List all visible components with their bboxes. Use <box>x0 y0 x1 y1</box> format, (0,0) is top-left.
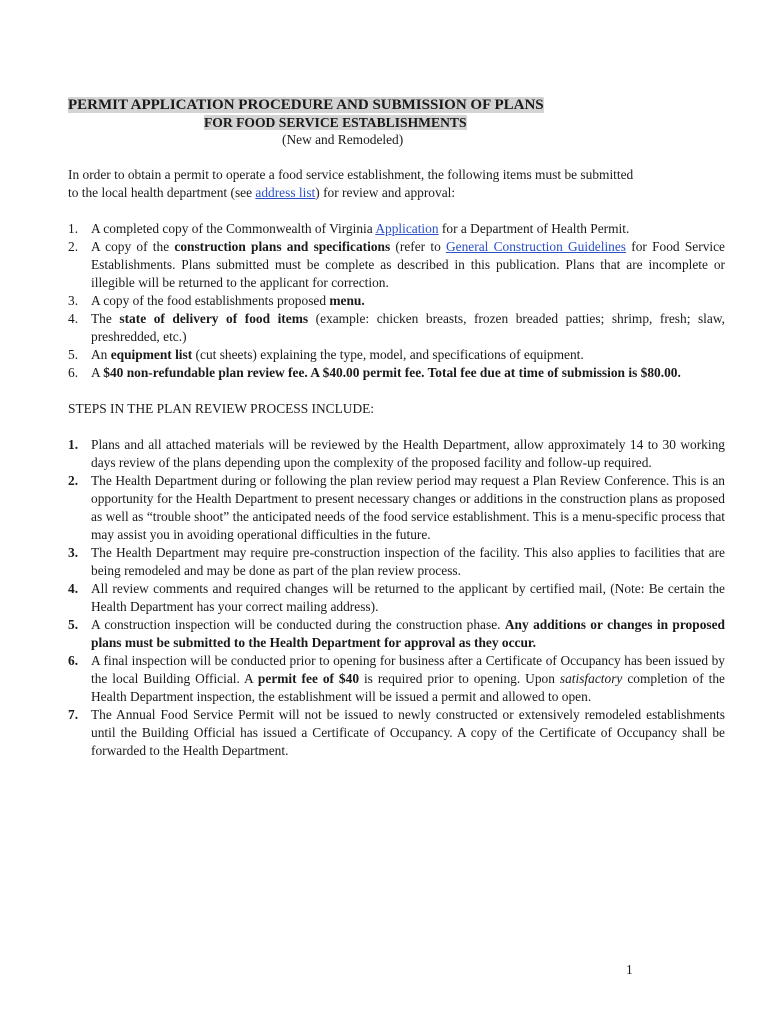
list-item: 2. The Health Department during or following the plan review period may request a Plan Review Conference. This is an opportunity for the Health Department to present necessary changes or additions in the construction plans as proposed as well as “trouble shoot” the anticipated needs of the food service establishment. This is a menu-specific process that may assist you in avoiding operational difficulties in the future. <box>68 473 725 542</box>
document-subtitle: FOR FOOD SERVICE ESTABLISHMENTS <box>204 115 467 130</box>
list-item: 4. The state of delivery of food items (example: chicken breasts, frozen breaded patties; shrimp, fresh; slaw, preshredded, etc.) <box>68 311 725 344</box>
intro-paragraph: In order to obtain a permit to operate a food service establishment, the following items must be submitted to the local health department (see address list) for review and approval: <box>68 167 634 200</box>
document-subnote: (New and Remodeled) <box>282 132 404 147</box>
list-item: 1. Plans and all attached materials will be reviewed by the Health Department, allow approximately 14 to 30 working days review of the plans depending upon the complexity of the proposed facility and follow-up required. <box>68 437 725 470</box>
steps-heading: STEPS IN THE PLAN REVIEW PROCESS INCLUDE: <box>68 401 375 416</box>
page-number: 1 <box>626 962 633 977</box>
document-page <box>68 96 725 760</box>
submission-items-list <box>68 220 725 382</box>
steps-list <box>68 436 725 760</box>
construction-guidelines-link[interactable]: General Construction Guidelines <box>446 239 627 254</box>
list-item: 3. A copy of the food establishments proposed menu. <box>68 293 365 308</box>
list-item: 5. A construction inspection will be conducted during the construction phase. Any additions or changes in proposed plans must be submitted to the Health Department for approval as they occur. <box>68 617 725 650</box>
list-item: 5. An equipment list (cut sheets) explaining the type, model, and specifications of equipment. <box>68 347 584 362</box>
list-item: 1. A completed copy of the Commonwealth of Virginia Application for a Department of Health Permit. <box>68 221 630 236</box>
list-item: 3. The Health Department may require pre-construction inspection of the facility. This also applies to facilities that are being remodeled and may be done as part of the plan review process. <box>68 545 725 578</box>
list-item: 4. All review comments and required changes will be returned to the applicant by certified mail, (Note: Be certain the Health Department has your correct mailing address). <box>68 581 725 614</box>
list-item: 2. A copy of the construction plans and specifications (refer to General Construction Guidelines for Food Service Establishments. Plans submitted must be complete as described in this publication. Plans that are incomplete or illegible will be returned to the applicant for correction. <box>68 239 725 290</box>
list-item: 6. A $40 non-refundable plan review fee. A $40.00 permit fee. Total fee due at time of submission is $80.00. <box>68 365 681 380</box>
document-title: PERMIT APPLICATION PROCEDURE AND SUBMISSION OF PLANS <box>68 97 544 113</box>
list-item: 6. A final inspection will be conducted prior to opening for business after a Certificate of Occupancy has been issued by the local Building Official. A permit fee of $40 is required prior to opening. Upon satisfactory completion of the Health Department inspection, the establishment will be issued a permit and allowed to open. <box>68 653 725 704</box>
list-item: 7. The Annual Food Service Permit will not be issued to newly constructed or extensively remodeled establishments until the Building Official has issued a Certificate of Occupancy. A copy of the Certificate of Occupancy shall be forwarded to the Health Department. <box>68 707 725 758</box>
address-list-link[interactable]: address list <box>255 185 316 200</box>
application-link[interactable]: Application <box>375 221 439 236</box>
